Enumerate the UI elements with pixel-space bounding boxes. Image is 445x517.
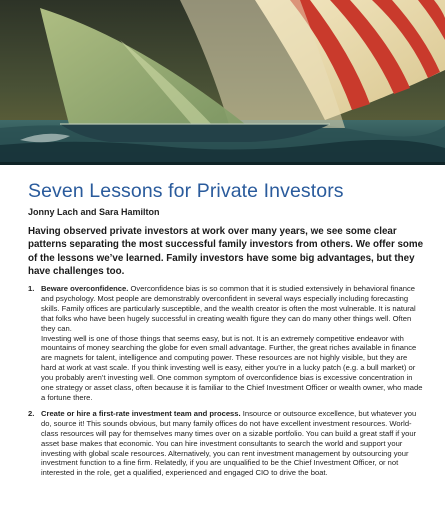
lesson-heading: Create or hire a first-rate investment team and process.	[41, 408, 241, 418]
intro-paragraph: Having observed private investors at work over many years, we see some clear patterns separating the most successful family investors from others. We offer some of the lessons we’ve learned. Family investors have some big advantages, but they have challenges too.	[28, 226, 424, 278]
lesson-text: Overconfidence bias is so common that it is studied extensively in behavioral finance and psychology. Most people are demonstrably overconfident in several ways especially including forecasting skills. Family offices are particularly susceptible, and the wealth creator is often the most vulnerable. It is natural that folks who have been hugely successful in creating wealth figure they can do many other things well. Often they can.	[41, 284, 416, 333]
lesson-number: 1.	[28, 284, 35, 293]
lesson-heading: Beware overconfidence.	[41, 284, 129, 293]
lesson-text: Insource or outsource excellence, but whatever you do, source it! This sounds obvious, but many family offices do not have excellent investment resources. World-class resources will pay for themselves many times over on a sizable portfolio. You can build a great staff if your asset base makes that economic. You can hire investment consultants to search the world and support your investing with global scale resources. Alternatively, you can rent investment management by outsourcing your investment function to a fine firm. Relatedly, if you are unqualified to be the Chief Investment Officer, or not interested in the role, get a qualified, experienced and engaged CIO to drive the boat.	[41, 408, 417, 478]
lesson-number: 2.	[28, 408, 35, 418]
hero-image	[0, 0, 445, 165]
sailboat-illustration	[0, 0, 445, 165]
article-title: Seven Lessons for Private Investors	[28, 180, 344, 202]
lesson-paragraph: Investing well is one of those things that seems easy, but is not. It is an extremely competitive endeavor with mountains of money searching the globe for even small advantage. Further, the great riches available in finance are magnets for talent, intelligence and computing power. These resources are not highly visible, but they are hard at work at vast scale. If you think investing well is easy, either you’re in a lucky patch (e.g. a bull market) or you probably aren’t investing well. One common symptom of overconfidence bias is excessive concentration in one strategy or asset class, often because it is familiar to the Chief Investment Officer or wealth owner, who made a fortune there.	[41, 333, 423, 402]
lesson-item	[28, 409, 424, 478]
lesson-item	[28, 284, 424, 403]
lesson-paragraph	[41, 409, 424, 478]
author-byline: Jonny Lach and Sara Hamilton	[28, 207, 160, 217]
lessons-list	[28, 284, 424, 484]
lesson-paragraph	[41, 284, 424, 334]
